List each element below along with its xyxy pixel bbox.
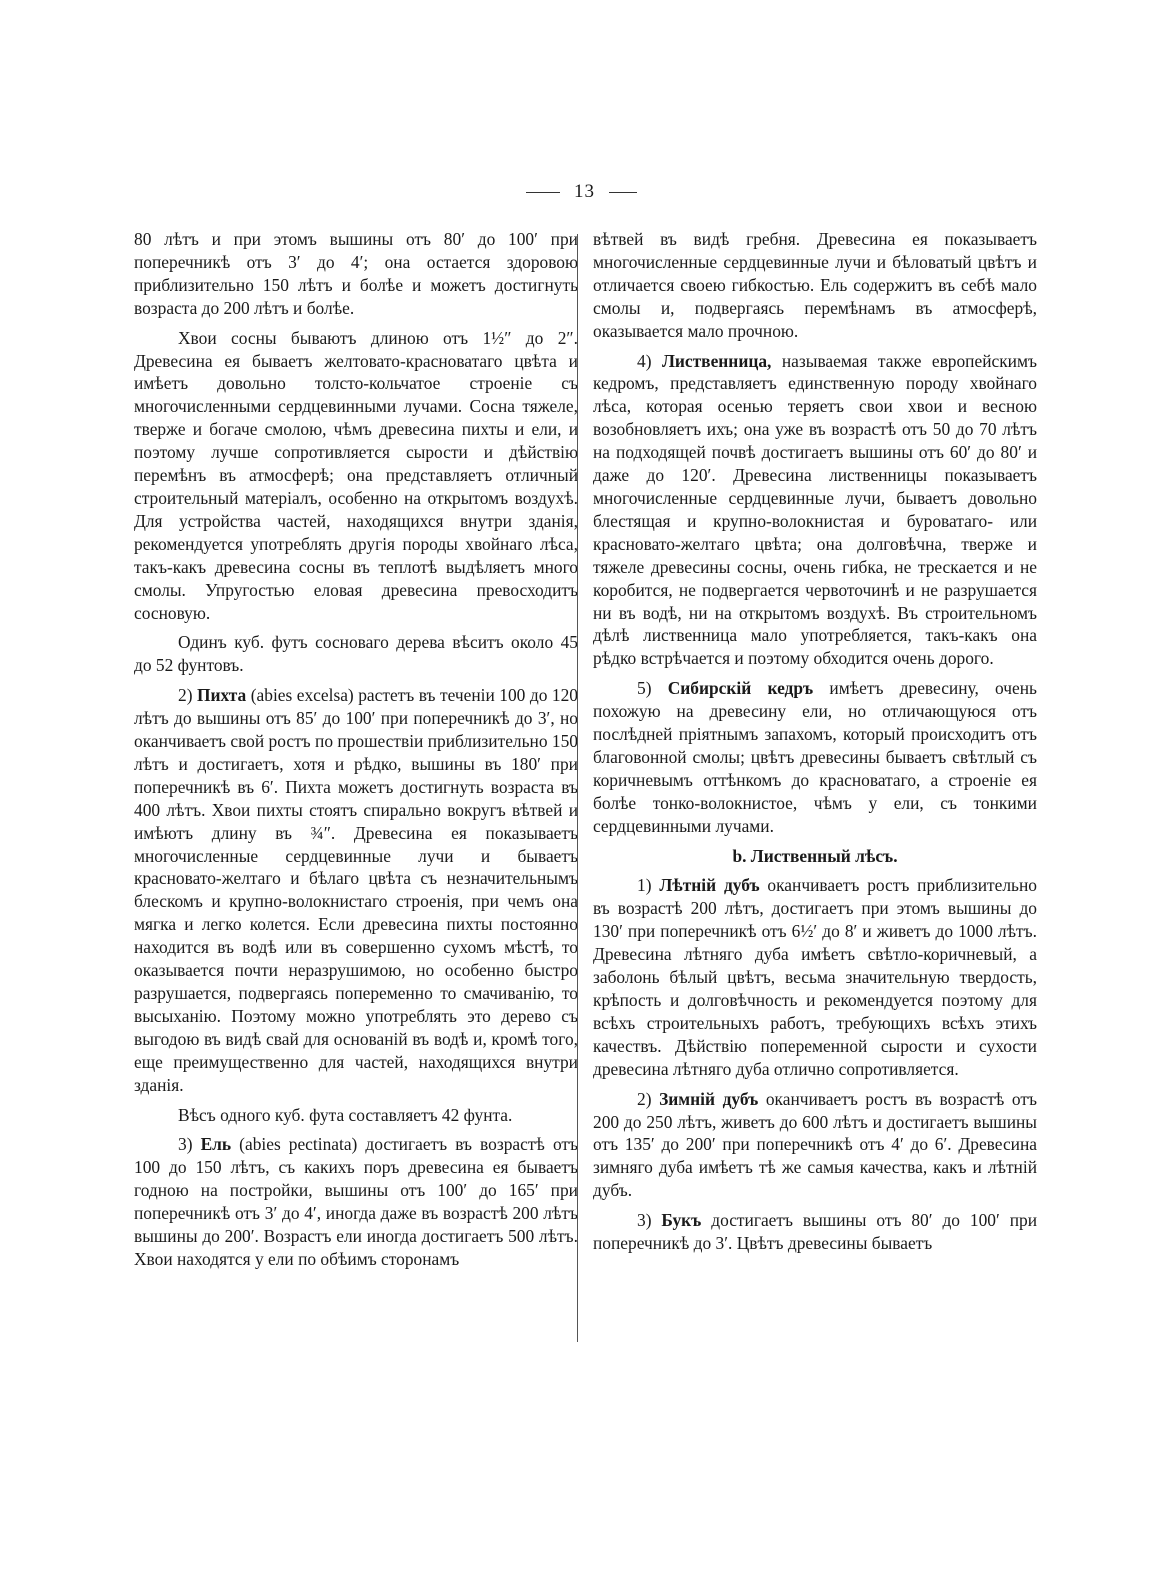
text-run: 5) bbox=[637, 678, 668, 699]
paragraph bbox=[593, 677, 1037, 837]
text-run: b. Лиственный лѣсъ. bbox=[732, 845, 898, 866]
term-name: Ель bbox=[200, 1134, 232, 1155]
paragraph-continued bbox=[593, 228, 1037, 343]
term-name: Пихта bbox=[196, 685, 247, 706]
term-name: Букъ bbox=[661, 1210, 702, 1231]
text-run: (abies excelsa) растетъ въ теченіи 100 до 120 лѣтъ до вышины отъ 85′ до 100′ при поперечникѣ до 3′, но оканчиваетъ свой ростъ по прошествіи приблизительно 150 лѣтъ и достигаетъ, хотя и рѣдко, вышины въ 180′ при поперечникѣ въ 6′. Пихта можетъ достигнуть возраста въ 400 лѣтъ. Хвои пихты стоятъ спирально вокругъ вѣтвей и имѣютъ длину въ ¾″. Древесина ея показываетъ многочисленные сердцевинные лучи и бываетъ красновато-желтаго и бѣлаго цвѣта съ незначительнымъ блескомъ и крупно-волокнистаго строенія, при чемъ она мягка и легко колется. Если древесина пихты постоянно находится въ водѣ или въ совершенно сухомъ мѣстѣ, то оказывается почти неразрушимою, но особенно быстро разрушается, подвергаясь попеременно то смачиванію, то высыханію. Поэтому можно употреблять это дерево съ выгодою въ видѣ свай для основаній въ водѣ и, кромѣ того, еще преимущественно для частей, находящихся внутри зданія. bbox=[134, 685, 578, 1095]
text-run: имѣетъ древесину, очень похожую на древесину ели, но отличающуюся отъ послѣдней пріятнымъ запахомъ, который происходитъ отъ благовонной смолы; цвѣтъ древесины бываетъ свѣтлый съ коричневымъ оттѣнкомъ до красноватаго, а строеніе ея болѣе тонко-волокнистое, чѣмъ у ели, съ тонкими сердцевинными лучами. bbox=[593, 678, 1037, 836]
page-number: 13 bbox=[574, 181, 595, 202]
right-column bbox=[593, 228, 1037, 1262]
text-run: вѣтвей въ видѣ гребня. Древесина ея показываетъ многочисленные сердцевинные лучи и бѣловатый цвѣтъ и отличается своею гибкостью. Ель содержитъ въ себѣ мало смолы и, подвергаясь перемѣнамъ въ атмосферѣ, оказывается мало прочною. bbox=[593, 229, 1037, 341]
text-run: 1) bbox=[637, 875, 660, 896]
text-run: оканчиваетъ ростъ приблизительно въ возрастѣ 200 лѣтъ, достигаетъ при этомъ вышины до 130′ при поперечникѣ отъ 6½′ до 8′ и живетъ до 1000 лѣтъ. Древесина лѣтняго дуба имѣетъ свѣтло-коричневый, а заболонь бѣлый цвѣтъ, весьма значительную твердость, крѣпость и долговѣчность и рекомендуется поэтому для всѣхъ строительныхъ работъ, требующихъ всѣхъ этихъ качествъ. Дѣйствію попеременной сырости и сухости древесина лѣтняго дуба отлично сопротивляется. bbox=[593, 875, 1037, 1079]
term-name: Зимній дубъ bbox=[659, 1088, 759, 1109]
text-run: называемая также европейскимъ кедромъ, представляетъ единственную породу хвойнаго лѣса, которая осенью теряетъ свои хвои и весною возобновляетъ ихъ; она уже въ возрастѣ отъ 50 до 70 лѣтъ на подходящей почвѣ достигаетъ вышины отъ 60′ до 80′ и даже до 120′. Древесина лиственницы показываетъ многочисленные сердцевинные лучи, бываетъ довольно блестящая и крупно-волокнистая и буроватаго- или красновато-желтаго цвѣта; она долговѣчна, тверже и тяжеле древесины сосны, очень гибка, не трескается и не коробится, не подвергается червоточинѣ и не разрушается ни въ водѣ, ни на открытомъ воздухѣ. Въ строительномъ дѣлѣ лиственница мало употребляется, такъ-какъ она рѣдко встрѣчается и поэтому обходится очень дорого. bbox=[593, 350, 1037, 669]
text-run: 80 лѣтъ и при этомъ вышины отъ 80′ до 100′ при поперечникѣ отъ 3′ до 4′; она остается здоровою приблизительно 150 лѣтъ и болѣе и можетъ достигнуть возраста до 200 лѣтъ и болѣе. bbox=[134, 229, 578, 318]
text-run: оканчиваетъ ростъ въ возрастѣ отъ 200 до 250 лѣтъ, живетъ до 600 лѣтъ и достигаетъ вышины отъ 135′ до 200′ при поперечникѣ отъ 4′ до 6′. Древесина зимняго дуба имѣетъ тѣ же самыя качества, какъ и лѣтній дубъ. bbox=[593, 1088, 1037, 1201]
left-column bbox=[134, 228, 578, 1278]
term-name: Лѣтній дубъ bbox=[659, 875, 760, 896]
paragraph bbox=[134, 327, 578, 625]
text-run: Хвои сосны бываютъ длиною отъ 1½″ до 2″. Древесина ея бываетъ желтовато-красноватаго цвѣта и имѣетъ довольно толсто-кольчатое строеніе съ многочисленными сердцевинными лучами. Сосна тяжеле, тверже и богаче смолою, чѣмъ древесина пихты и ели, и поэтому лучше сопротивляется сырости и дѣйствію перемѣнъ въ атмосферѣ; она представляетъ отличный строительный матеріалъ, особенно на открытомъ воздухѣ. Для устройства частей, находящихся внутри зданія, рекомендуется употреблять другія породы хвойнаго лѣса, такъ-какъ древесина сосны въ теплотѣ выдѣляетъ много смолы. Упругостью еловая древесина превосходитъ сосновую. bbox=[134, 327, 578, 623]
term-name: Сибирскій кедръ bbox=[667, 678, 814, 699]
page-header bbox=[0, 181, 1163, 203]
text-run: 3) bbox=[637, 1210, 662, 1231]
paragraph bbox=[134, 684, 578, 1096]
paragraph bbox=[593, 874, 1037, 1080]
text-run: Одинъ куб. футъ сосноваго дерева вѣситъ около 45 до 52 фунтовъ. bbox=[134, 632, 578, 676]
paragraph bbox=[134, 1133, 578, 1270]
paragraph bbox=[134, 631, 578, 677]
header-dash-left bbox=[526, 192, 560, 193]
text-run: достигаетъ вышины отъ 80′ до 100′ при поперечникѣ до 3′. Цвѣтъ древесины бываетъ bbox=[593, 1210, 1038, 1254]
paragraph bbox=[134, 1104, 578, 1127]
paragraph-continued bbox=[134, 228, 578, 320]
column-divider bbox=[577, 234, 578, 1342]
section-heading bbox=[593, 845, 1037, 868]
paragraph bbox=[593, 350, 1037, 671]
text-run: 2) bbox=[178, 685, 197, 706]
text-run: 2) bbox=[637, 1088, 660, 1109]
paragraph bbox=[593, 1088, 1037, 1203]
text-run: Вѣсъ одного куб. фута составляетъ 42 фунта. bbox=[178, 1104, 513, 1125]
term-name: Лиственница, bbox=[661, 350, 772, 371]
text-run: 4) bbox=[637, 350, 662, 371]
text-run: 3) bbox=[178, 1134, 201, 1155]
text-run: (abies pectinata) достигаетъ въ возрастѣ отъ 100 до 150 лѣтъ, съ какихъ поръ древесина ея бываетъ годною на постройки, вышины отъ 100′ до 165′ при поперечникѣ отъ 3′ до 4′, иногда даже въ возрастѣ 200 лѣтъ вышины до 200′. Возрастъ ели иногда достигаетъ 500 лѣтъ. Хвои находятся у ели по обѣимъ сторонамъ bbox=[134, 1134, 578, 1269]
header-dash-right bbox=[609, 192, 637, 193]
paragraph bbox=[593, 1209, 1037, 1255]
